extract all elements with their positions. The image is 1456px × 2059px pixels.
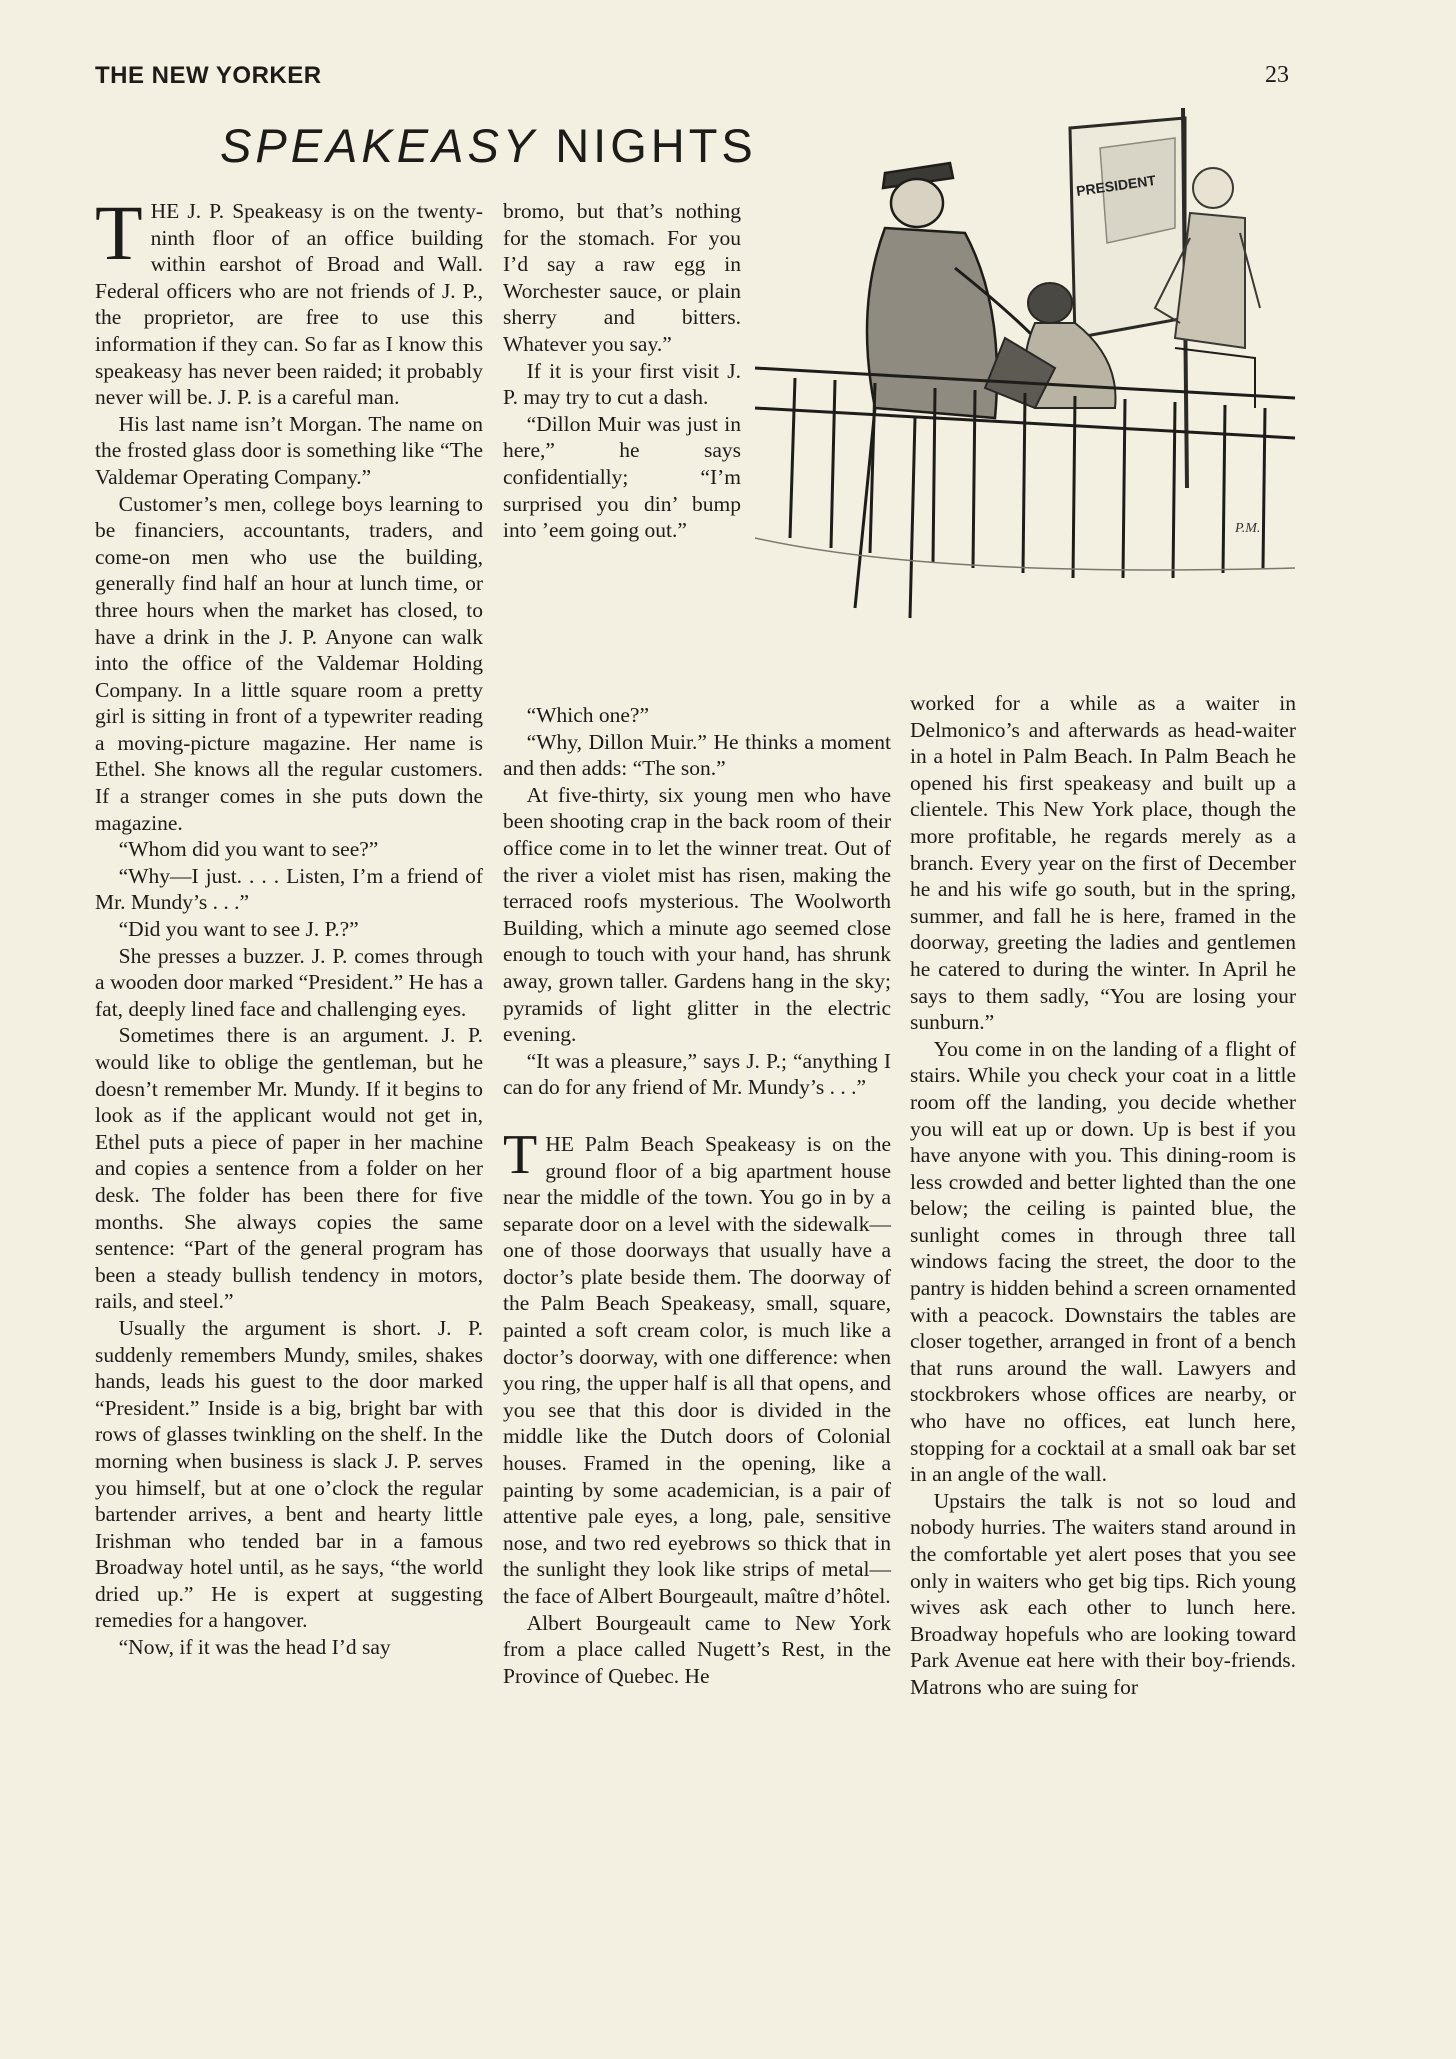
paragraph: Sometimes there is an argument. J. P. would like to oblige the gentleman, but he doesn’t remember Mr. Mundy. If it begins to look as if the applicant would not get in, Ethel puts a piece of paper in her machine and copies a sentence from a folder on her desk. The folder has been there for five months. She always copies the same sentence: “Part of the general program has been a steady bullish tendency in motors, rails, and steel.”	[95, 1023, 483, 1314]
section-break	[503, 1101, 891, 1131]
paragraph: Usually the argument is short. J. P. suddenly remembers Mundy, smiles, shakes hands, leads his guest to the door marked “President.” Inside is a big, bright bar with rows of glasses twinkling on the shelf. In the morning when business is slack J. P. serves you himself, but at one o’clock the regular bartender arrives, a bent and hearty little Irishman who tended bar in a famous Broadway hotel until, as he says, “the world dried up.” He is expert at suggesting remedies for a hangover.	[95, 1315, 483, 1633]
masthead: THE NEW YORKER	[95, 62, 322, 89]
column-2-lower	[503, 702, 891, 1689]
paragraph: “Why—I just. . . . Listen, I’m a friend of Mr. Mundy’s . . .”	[95, 863, 483, 915]
paragraph: “Did you want to see J. P.?”	[118, 917, 359, 942]
paragraph: “Dillon Muir was just in here,” he says confidentially; “I’m surprised you din’ bump into ’eem going out.”	[503, 411, 741, 543]
column-2-upper	[503, 198, 741, 544]
paragraph	[95, 189, 483, 411]
paragraph: At five-thirty, six young men who have been shooting crap in the back room of their office come in to let the winner treat. Out of the river a violet mist has risen, making the terraced roofs mysterious. The Woolworth Building, which a minute ago seemed close enough to touch with your hand, has shrunk away, grown taller. Gardens hang in the sky; pyramids of light glitter in the electric evening.	[503, 782, 891, 1047]
paragraph	[503, 1123, 891, 1610]
paragraph: “Now, if it was the head I’d say	[118, 1635, 391, 1660]
paragraph: Customer’s men, college boys learning to be financiers, accountants, traders, and come-on men who use the building, generally find half an hour at lunch time, or three hours when the market has closed, to have a drink in the J. P. Anyone can walk into the office of the Valdemar Holding Company. In a little square room a pretty girl is sitting in front of a typewriter reading a moving-picture magazine. Her name is Ethel. She knows all the regular customers. If a stranger comes in she puts down the magazine.	[95, 491, 483, 835]
door-sign-text: PRESIDENT	[1075, 171, 1157, 199]
article-title	[220, 118, 757, 173]
paragraph-text: HE Palm Beach Speakeasy is on the ground floor of a big apartment house near the middle of the town. You go in by a separate door on a level with the sidewalk—one of those doorways that usually have a doctor’s plate beside them. The doorway of the Palm Beach Speakeasy, small, square, painted a soft cream color, is much like a doctor’s doorway, with one difference: when you ring, the upper half is all that opens, and you see that this door is divided in the middle like the Dutch doors of Colonial houses. Framed in the opening, like a painting by some academician, is a pair of attentive pale eyes, a long, pale, sensitive nose, and two red eyebrows so thick that in the sunlight they look like strips of metal—the face of Albert Bourgeault, maître d’hôtel.	[503, 1131, 891, 1608]
article-title-part2: NIGHTS	[555, 119, 757, 172]
paragraph-text: HE J. P. Speakeasy is on the twenty-ninth floor of an office building within earshot of Broad and Wall. Federal officers who are not friends of J. P., the proprietor, are free to use this information if they can. So far as I know this speakeasy has never been raided; it probably never will be. J. P. is a careful man.	[95, 199, 483, 410]
paragraph: His last name isn’t Morgan. The name on the frosted glass door is something like “The Valdemar Operating Company.”	[95, 411, 483, 489]
paragraph: Upstairs the talk is not so loud and nobody hurries. The waiters stand around in the comfortable yet alert poses that you see only in waiters who get big tips. Rich young wives ask each other to lunch here. Broadway hopefuls who are looking toward Park Avenue eat here with their boy-friends. Matrons who are suing for	[910, 1488, 1296, 1699]
paragraph: “Whom did you want to see?”	[118, 837, 379, 862]
paragraph: bromo, but that’s nothing for the stomach. For you I’d say a raw egg in Worchester sauce, or plain sherry and bitters. Whatever you say.”	[503, 199, 741, 356]
paragraph: If it is your first visit J. P. may try to cut a dash.	[503, 358, 741, 410]
paragraph: worked for a while as a waiter in Delmonico’s and afterwards as head-waiter in a hotel in Palm Beach. In Palm Beach he opened his first speakeasy and built up a clientele. This New York place, though the more profitable, he regards merely as a branch. Every year on the first of December he and his wife go south, but in the spring, summer, and fall he is here, framed in the doorway, greeting the ladies and gentlemen he catered to during the winter. In April he says to them sadly, “You are losing your sunburn.”	[910, 691, 1296, 1035]
paragraph: She presses a buzzer. J. P. comes through a wooden door marked “President.” He has a fat, deeply lined face and challenging eyes.	[95, 943, 483, 1021]
drop-cap: T	[95, 189, 143, 276]
drop-cap: T	[503, 1123, 538, 1186]
paragraph: “Which one?”	[526, 703, 649, 727]
paragraph: You come in on the landing of a flight of stairs. While you check your coat in a little room off the landing, you decide whether you will eat up or down. Up is best if you have anyone with you. This dining-room is less crowded and better lighted than the one below; the ceiling is painted blue, the sunlight comes in through three tall windows facing the street, the door to the pantry is hidden behind a screen ornamented with a peacock. Downstairs the tables are closer together, arranged in front of a bench that runs around the wall. Lawyers and stockbrokers whose offices are nearby, or who have no offices, eat lunch here, stopping for a cocktail at a small oak bar set in an angle of the wall.	[910, 1036, 1296, 1487]
article-title-part1: SPEAKEASY	[220, 119, 539, 172]
speakeasy-illustration	[735, 108, 1305, 670]
paragraph: “It was a pleasure,” says J. P.; “anything I can do for any friend of Mr. Mundy’s . . .”	[503, 1048, 891, 1100]
paragraph: “Why, Dillon Muir.” He thinks a moment and then adds: “The son.”	[503, 729, 891, 781]
page-number: 23	[1265, 62, 1289, 88]
desk-railing	[755, 348, 1295, 578]
column-3	[910, 690, 1296, 1701]
artist-signature: P.M.	[1235, 521, 1261, 536]
column-1	[95, 189, 483, 1661]
paragraph: Albert Bourgeault came to New York from a place called Nugett’s Rest, in the Province of Quebec. He	[503, 1610, 891, 1688]
